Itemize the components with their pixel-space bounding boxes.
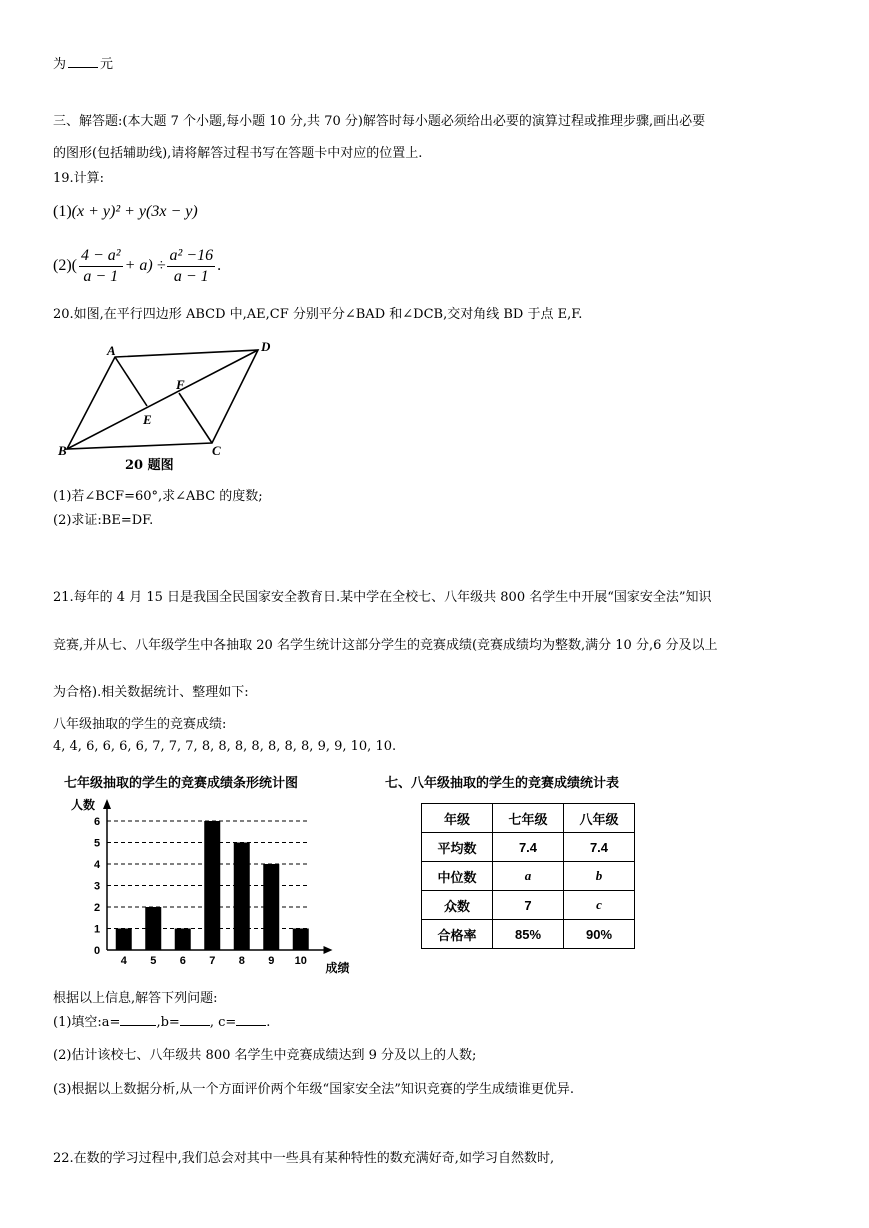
x-tick-label: 10 — [294, 955, 307, 967]
q21-sub1 — [53, 1016, 270, 1029]
answer-blank — [236, 1024, 266, 1026]
y-tick-label: 3 — [93, 880, 101, 893]
vertex-label-A: A — [107, 343, 116, 358]
q21-sub3: (3)根据以上数据分析,从一个方面评价两个年级“国家安全法”知识竞赛的学生成绩谁更优异. — [53, 1082, 574, 1097]
q20-title: 20.如图,在平行四边形 ABCD 中,AE,CF 分别平分∠BAD 和∠DCB,交对角线 BD 于点 E,F. — [53, 307, 583, 322]
q21-sub1-c: , c= — [209, 1015, 237, 1030]
table-header-cell: 八年级 — [564, 804, 635, 833]
q19-frac1-denominator: a − 1 — [83, 268, 119, 285]
q19-p2-mid: + a) ÷ — [124, 257, 166, 275]
x-tick-label: 8 — [238, 955, 245, 967]
q19-fraction-2 — [167, 247, 215, 286]
x-tick-label: 9 — [268, 955, 275, 967]
vertex-label-D: D — [261, 339, 271, 354]
q21-sub2: (2)估计该校七、八年级共 800 名学生中竞赛成绩达到 9 分及以上的人数; — [53, 1048, 477, 1063]
table-cell: 85% — [493, 920, 564, 949]
table-row — [422, 862, 635, 891]
q19-fraction-1 — [79, 247, 123, 286]
q20-figure-caption: 20 题图 — [125, 458, 174, 473]
y-tick-label: 4 — [93, 859, 101, 871]
q19-part1 — [53, 203, 198, 221]
q20-parallelogram-figure — [55, 335, 295, 475]
q19-frac2-denominator: a − 1 — [173, 268, 209, 285]
q19-p2-end: . — [217, 257, 222, 275]
bar — [116, 929, 132, 951]
q19-frac2-numerator: a² −16 — [167, 247, 215, 267]
vertex-label-C: C — [212, 443, 221, 458]
q21-after-intro: 根据以上信息,解答下列问题: — [53, 991, 218, 1006]
bar — [204, 821, 220, 950]
q21-grade8-scores: 4, 4, 6, 6, 6, 6, 7, 7, 7, 8, 8, 8, 8, 8, 8, 8, 9, 9, 10, 10. — [53, 739, 397, 754]
y-tick-label: 2 — [93, 902, 101, 914]
answer-blank — [68, 66, 98, 68]
x-axis-label: 成绩 — [325, 961, 350, 975]
q19-frac1-numerator: 4 − a² — [79, 247, 123, 267]
q21-line3: 为合格).相关数据统计、整理如下: — [53, 685, 249, 700]
table-cell: 7.4 — [493, 833, 564, 862]
q21-grade8-label: 八年级抽取的学生的竞赛成绩: — [53, 717, 227, 732]
q21-line2: 竞赛,并从七、八年级学生中各抽取 20 名学生统计这部分学生的竞赛成绩(竞赛成绩均为整数,满分 10 分,6 分及以上 — [53, 638, 718, 653]
top-line-text: 为 — [53, 57, 67, 72]
y-axis-label: 人数 — [71, 798, 96, 812]
answer-blank — [180, 1024, 210, 1026]
q21-sub1-end: . — [266, 1015, 271, 1030]
table-row — [422, 833, 635, 862]
q21-sub1-a: (1)填空:a= — [53, 1015, 121, 1030]
q19-p2-label: (2)( — [53, 257, 77, 275]
table-header-cell: 年级 — [422, 804, 493, 833]
section3-line1: 三、解答题:(本大题 7 个小题,每小题 10 分,共 70 分)解答时每小题必须给出必要的演算过程或推理步骤,画出必要 — [53, 114, 706, 129]
x-axis-arrow — [324, 946, 333, 954]
table-cell: 平均数 — [422, 833, 493, 862]
bar — [175, 929, 191, 951]
table-cell: 中位数 — [422, 862, 493, 891]
chart-title: 七年级抽取的学生的竞赛成绩条形统计图 — [64, 775, 299, 790]
bar — [293, 929, 309, 951]
q22-line1: 22.在数的学习过程中,我们总会对其中一些具有某种特性的数充满好奇,如学习自然数时, — [53, 1151, 555, 1166]
table-row — [422, 891, 635, 920]
x-tick-label: 7 — [209, 955, 216, 967]
table-cell: c — [564, 891, 635, 920]
y-tick-label: 0 — [93, 945, 101, 957]
q19-p1-expr: (x + y)² + y(3x − y) — [71, 203, 198, 220]
q21-line1: 21.每年的 4 月 15 日是我国全民国家安全教育日.某中学在全校七、八年级共 800 名学生中开展“国家安全法”知识 — [53, 590, 712, 605]
table-cell: a — [493, 862, 564, 891]
table-header-row — [422, 804, 635, 833]
q20-sub1: (1)若∠BCF=60°,求∠ABC 的度数; — [53, 489, 263, 504]
x-tick-label: 5 — [150, 955, 157, 967]
q19-part2 — [53, 247, 221, 286]
y-tick-label: 5 — [93, 837, 101, 850]
table-cell: 合格率 — [422, 920, 493, 949]
bar — [263, 864, 279, 950]
table-cell: 众数 — [422, 891, 493, 920]
bar-chart — [55, 795, 375, 975]
y-tick-label: 1 — [93, 923, 101, 936]
table-cell: 7 — [493, 891, 564, 920]
table-cell: b — [564, 862, 635, 891]
top-line-tail: 元 — [100, 57, 114, 72]
x-tick-label: 4 — [120, 955, 127, 967]
table-cell: 7.4 — [564, 833, 635, 862]
table-row — [422, 920, 635, 949]
y-tick-label: 6 — [93, 816, 101, 828]
q20-sub2: (2)求证:BE=DF. — [53, 513, 154, 528]
answer-blank — [120, 1024, 156, 1026]
bar — [234, 843, 250, 951]
q21-sub1-b: ,b= — [156, 1015, 180, 1030]
stats-table — [421, 803, 635, 949]
table-header-cell: 七年级 — [493, 804, 564, 833]
x-tick-label: 6 — [179, 955, 186, 967]
vertex-label-F: F — [176, 377, 185, 392]
vertex-label-E: E — [143, 412, 152, 427]
vertex-label-B: B — [58, 443, 67, 458]
q19-p1-label: (1) — [53, 203, 72, 220]
q19-title: 19.计算: — [53, 171, 105, 186]
top-line — [53, 58, 113, 71]
table-cell: 90% — [564, 920, 635, 949]
bar — [145, 907, 161, 950]
table-title: 七、八年级抽取的学生的竞赛成绩统计表 — [385, 775, 620, 790]
y-axis-arrow — [103, 799, 111, 809]
section3-line2: 的图形(包括辅助线),请将解答过程书写在答题卡中对应的位置上. — [53, 146, 423, 161]
